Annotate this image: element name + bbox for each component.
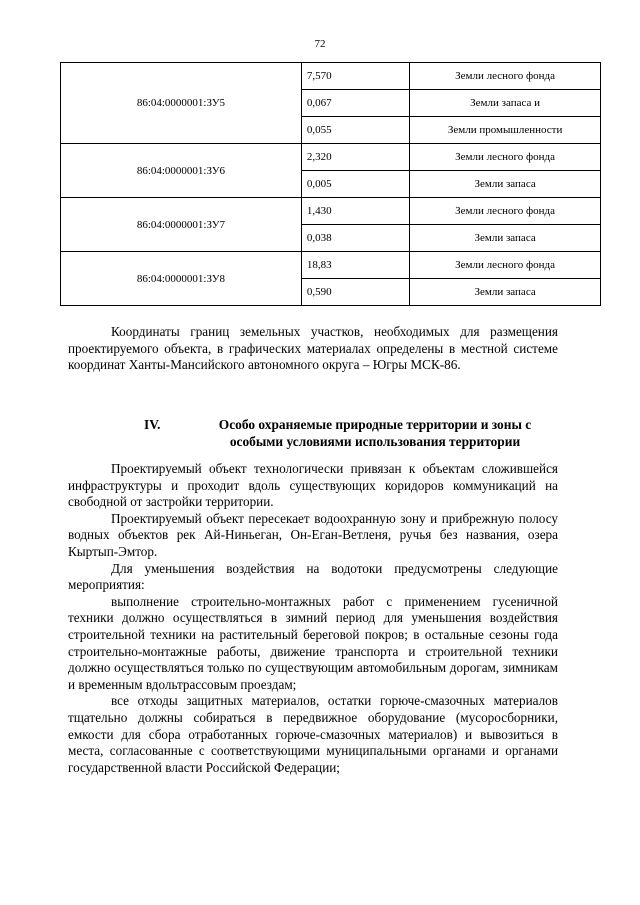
area-cell: 2,320 — [301, 144, 409, 171]
category-cell: Земли запаса и — [410, 90, 601, 117]
area-cell: 0,038 — [301, 225, 409, 252]
paragraph: Для уменьшения воздействия на водотоки предусмотрены следующие мероприятия: — [68, 560, 558, 593]
category-cell: Земли промышленности — [410, 117, 601, 144]
area-cell: 1,430 — [301, 198, 409, 225]
coordinates-paragraph: Координаты границ земельных участков, необходимых для размещения проектируемого объекта, в графических материалах определены в местной системе координат Ханты-Мансийского автономного округа – Югры МСК-86. — [68, 324, 558, 373]
table-row — [61, 63, 601, 90]
table-row — [61, 144, 601, 171]
category-cell: Земли запаса — [410, 171, 601, 198]
land-parcels-table — [60, 62, 601, 306]
parcel-id-cell: 86:04:0000001:ЗУ6 — [61, 144, 302, 198]
category-cell: Земли лесного фонда — [410, 198, 601, 225]
area-cell: 0,005 — [301, 171, 409, 198]
coordinates-paragraph-block — [68, 324, 558, 374]
paragraph: Проектируемый объект технологически привязан к объектам сложившейся инфраструктуры и проходит вдоль существующих коридоров коммуникаций на свободной от застройки территории. — [68, 461, 558, 510]
section-body — [68, 461, 558, 776]
area-cell: 18,83 — [301, 252, 409, 279]
category-cell: Земли лесного фонда — [410, 252, 601, 279]
page-number: 72 — [314, 38, 326, 50]
category-cell: Земли лесного фонда — [410, 144, 601, 171]
parcel-id-cell: 86:04:0000001:ЗУ7 — [61, 198, 302, 252]
area-cell: 7,570 — [301, 63, 409, 90]
section-number: IV. — [144, 417, 161, 432]
category-cell: Земли запаса — [410, 225, 601, 252]
paragraph: Проектируемый объект пересекает водоохранную зону и прибрежную полосу водных объектов рек Ай-Ниньеган, Он-Еган-Ветленя, ручья без названия, озера Кыртып-Эмтор. — [68, 510, 558, 559]
paragraph: все отходы защитных материалов, остатки горюче-смазочных материалов тщательно должны собираться в передвижное оборудование (мусоросборники, емкости для сбора отработанных горюче-смазочных материалов) и вывозиться в места, согласованные с соответствующими муниципальными органами и органами государственной власти Российской Федерации; — [68, 693, 558, 775]
section-title: Особо охраняемые природные территории и зоны с особыми условиями использования территории — [218, 417, 532, 449]
area-cell: 0,067 — [301, 90, 409, 117]
parcel-id-cell: 86:04:0000001:ЗУ8 — [61, 252, 302, 306]
area-cell: 0,590 — [301, 279, 409, 306]
table-row — [61, 252, 601, 279]
table-row — [61, 198, 601, 225]
area-cell: 0,055 — [301, 117, 409, 144]
category-cell: Земли лесного фонда — [410, 63, 601, 90]
category-cell: Земли запаса — [410, 279, 601, 306]
parcel-id-cell: 86:04:0000001:ЗУ5 — [61, 63, 302, 144]
paragraph: выполнение строительно-монтажных работ с применением гусеничной техники должно осуществляться в зимний период для уменьшения воздействия строительной техники на растительный береговой покров; в остальные сезоны года строительно-монтажные работы, движение транспорта и строительной техники должно осуществляться только по существующим автомобильным дорогам, зимникам и временным вдольтрассовым проездам; — [68, 593, 558, 692]
